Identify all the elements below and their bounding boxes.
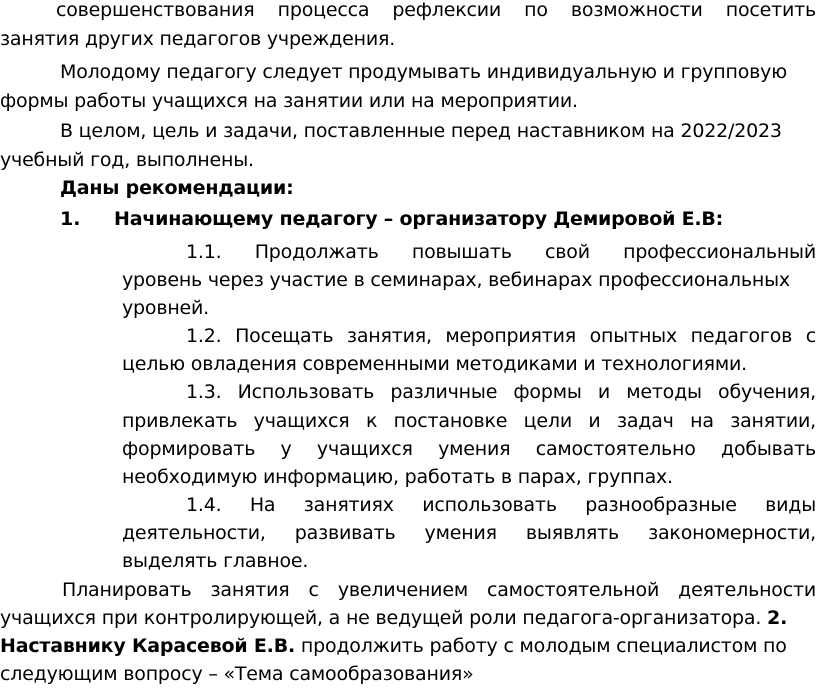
sub-item-line: уровней. [122,297,210,319]
sub-item-line: 1.2. Посещать занятия, мероприятия опытных педагогов с [186,325,816,347]
paragraph-line: следующим вопросу – «Тема самообразования» [0,663,474,685]
sub-item-line: уровень через участие в семинарах, вебинарах профессиональных [122,269,790,291]
recommendations-heading: Даны рекомендации: [60,177,294,199]
sub-item-line: 1.4. На занятиях использовать разнообразные виды [186,494,816,516]
sub-item-line: 1.3. Использовать различные формы и методы обучения, [186,381,816,403]
paragraph-line: совершенствования процесса рефлексии по возможности посетить [56,0,816,21]
sub-item-line: формировать у учащихся умения самостоятельно добывать [122,438,816,460]
paragraph-line: Планировать занятия с увеличением самостоятельной деятельности [62,579,816,601]
list-number-inline: 2. [767,607,788,629]
paragraph-text: учащихся при контролирующей, а не ведущей роли педагога-организатора. [0,607,762,629]
sub-item-line: целью овладения современными методиками и технологиями. [122,353,748,375]
sub-item-line: 1.1. Продолжать повышать свой профессиональный [186,241,816,263]
list-number: 1. [60,208,81,230]
paragraph-line [0,632,787,661]
paragraph-line: В целом, цель и задачи, поставленные перед наставником на 2022/2023 [60,120,782,142]
paragraph-text: продолжить работу с молодым специалистом по [300,635,787,657]
sub-item-line: деятельности, развивать умения выявлять закономерности, [122,522,816,544]
paragraph-line: занятия других педагогов учреждения. [0,28,396,50]
sub-item-line: необходимую информацию, работать в парах, группах. [122,466,673,488]
list-item-title: Начинающему педагогу – организатору Демировой Е.В: [114,208,724,230]
mentor-name: Наставнику Карасевой Е.В. [0,635,296,657]
sub-item-line: выделять главное. [122,550,309,572]
paragraph-line: формы работы учащихся на занятии или на мероприятии. [0,90,578,112]
paragraph-line: учебный год, выполнены. [0,149,254,171]
paragraph-line [0,604,816,633]
paragraph-line: Молодому педагогу следует продумывать индивидуальную и групповую [60,61,788,83]
sub-item-line: привлекать учащихся к постановке цели и задач на занятии, [122,410,816,432]
